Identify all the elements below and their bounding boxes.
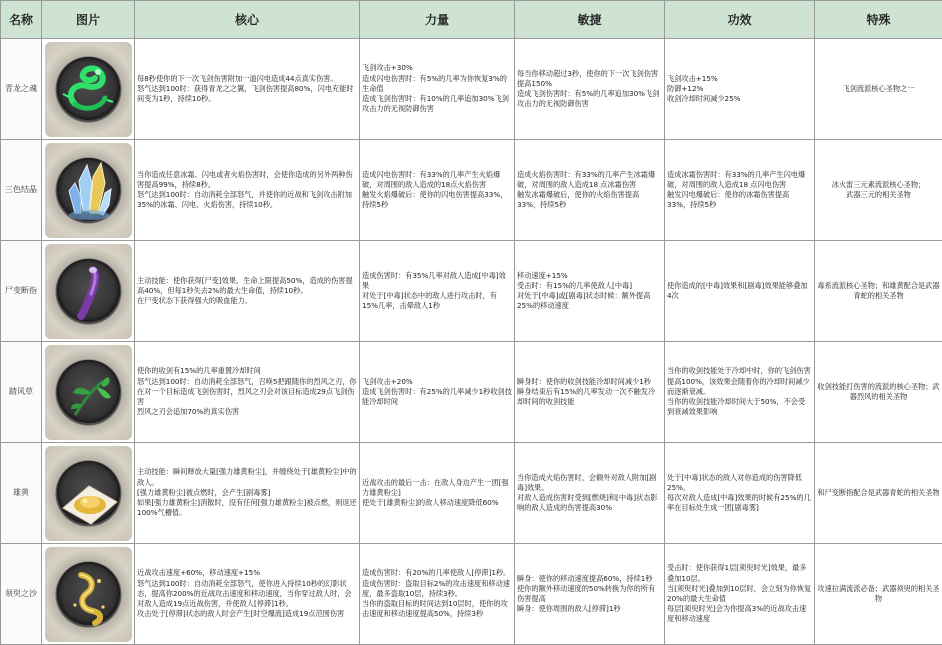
cell-line: 造成飞剑伤害时：有5%的几率追加30%飞剑攻击力的无视防御伤害 xyxy=(517,89,660,109)
strength-cell xyxy=(360,443,515,544)
cell-line: 造成伤害时：有20%的几率使敌人[停滞]1秒。 xyxy=(362,568,511,578)
cell-line: 主动技能：使你获得[尸变]效果，生命上限提高50%，造成的伤害提高40%，但每1秒失去2%的最大生命值，持续10秒。 xyxy=(137,275,353,295)
col-header-name: 名称 xyxy=(1,1,42,39)
cell-line: 造成闪电伤害时：有33%的几率产生火焰爆破，对周围的敌人造成的18点火焰伤害 xyxy=(362,169,501,189)
cell-line: 每8秒使你的下一次飞剑伤害附加一道闪电造成44点真实伤害。 xyxy=(137,73,338,83)
cell-line: 触发冰霜爆破后，使你的火焰伤害提高33%，持续5秒 xyxy=(517,190,640,210)
cell-line: 和尸变断指配合是武器青蛇的相关圣物 xyxy=(817,487,940,497)
core-cell xyxy=(135,39,360,140)
cell-line: 飞剑攻击+15% xyxy=(667,73,718,83)
green-dragon-icon xyxy=(45,42,132,137)
relic-name: 须臾之沙 xyxy=(1,544,42,645)
cell-line: 每层[须臾时光]会为你提高3%的近战攻击速度和移动速度 xyxy=(667,604,807,624)
cell-line: 怒气达到100时：自动消耗全部怒气，召唤5把跟随你的烈风之刃，你在对一个目标造成飞剑伤害时，烈风之刃会对该目标造成29点飞剑伤害 xyxy=(137,376,357,407)
cell-line: 瞬身：使你的移动速度提高60%，持续1秒 xyxy=(517,573,653,583)
cell-line: 造成伤害时：有35%几率对敌人造成[中毒]效果 xyxy=(362,270,506,290)
col-header-image: 图片 xyxy=(42,1,135,39)
core-cell xyxy=(135,443,360,544)
cell-line: 当你造成任意冰霜、闪电或者火焰伤害时，会使你造成的另外两种伤害提高99%，持续8秒。 xyxy=(137,169,353,189)
table-row xyxy=(1,342,942,443)
cell-line: 怒气达到100时：自动消耗全部怒气，使你进入持续10秒的幻影状态，提高你200%的近战攻击速度和移动速度，当你穿过敌人时，会对敌人造成19点近战伤害，并使敌人[停滞]1秒。 xyxy=(137,578,352,609)
col-header-special: 特殊 xyxy=(815,1,942,39)
strength-cell xyxy=(360,39,515,140)
agility-cell xyxy=(515,544,665,645)
cell-line: 瞬身结束后有15%的几率发动一次不触发冷却时间的收剑技能 xyxy=(517,386,656,407)
sand-of-moment-icon xyxy=(45,547,132,642)
agility-cell xyxy=(515,241,665,342)
cell-line: 近战攻击速度+60%，移动速度+15% xyxy=(137,568,261,578)
relic-image-cell xyxy=(42,342,135,443)
cell-line: 当你的盗取目标的时间达到10层时，使你的攻击速度和移动速度提高50%，持续3秒 xyxy=(362,599,508,619)
col-header-agility: 敏捷 xyxy=(515,1,665,39)
cell-line: 使你造成的[中毒]效果和[剧毒]效果能够叠加4次 xyxy=(667,280,808,300)
relic-name: 尸变断指 xyxy=(1,241,42,342)
core-cell xyxy=(135,241,360,342)
cell-line: 如果[强力雄黄粉尘]消散时，没有任何[强力雄黄粉尘]被点燃，则返还100%气槽值。 xyxy=(137,498,357,518)
header-row xyxy=(1,1,942,39)
col-header-effect: 功效 xyxy=(665,1,815,39)
cell-line: 造成伤害时：盗取目标2%的攻击速度和移动速度，最多盗取10层，持续3秒。 xyxy=(362,578,510,598)
table-row xyxy=(1,241,942,342)
table-row xyxy=(1,544,942,645)
cell-line: 每当你移动超过3秒，使你的下一次飞剑伤害提高150% xyxy=(517,68,659,88)
effect-cell xyxy=(665,544,815,645)
cell-line: 瞬身：使你周围的敌人[停滞]1秒 xyxy=(517,604,621,614)
cell-line: 当你的收剑技能冷却时间大于50%，不会受到衰减效果影响 xyxy=(667,397,806,417)
relic-image-cell xyxy=(42,544,135,645)
cell-line: 造成飞剑伤害时：有10%的几率追加30%飞剑攻击力的无视防御伤害 xyxy=(362,94,509,114)
cell-line: 武器三元的相关圣物 xyxy=(846,190,911,199)
special-cell xyxy=(815,544,942,645)
effect-cell xyxy=(665,342,815,443)
special-cell xyxy=(815,140,942,241)
cell-line: 对处于[中毒]或[剧毒]状态时候：额外提高25%的移动速度 xyxy=(517,291,651,311)
cell-line: 怒气达到100时：获得青龙之之翼，飞剑伤害提高80%，闪电充能时间变为1秒，持续10秒。 xyxy=(137,83,354,104)
cell-line: 当你造成火焰伤害时，会额外对敌人附加[剧毒]效果。 xyxy=(517,472,657,492)
cell-line: 当你的收剑技能处于冷却中时，你的飞剑伤害提高100%，该效果会随着你的冷却时间减少而逐渐衰减。 xyxy=(667,366,811,396)
relic-image-cell xyxy=(42,241,135,342)
cell-line: 烈风之刃会追加70%的真实伤害 xyxy=(137,407,240,417)
cell-line: 对处于[中毒]状态中的敌人进行攻击时，有15%几率，击晕敌人1秒 xyxy=(362,291,497,311)
cell-line: 触发闪电爆破后：使你的冰霜伤害提高33%，持续5秒 xyxy=(667,190,790,210)
severed-finger-icon xyxy=(45,244,132,339)
cell-line: 防御+12% xyxy=(667,83,704,93)
cell-line: 主动技能：瞬间释放大量[强力雄黄粉尘]，并缠绕处于[雄黄粉尘]中的敌人。 xyxy=(137,467,357,487)
core-cell xyxy=(135,342,360,443)
cell-line: 造成冰霜伤害时：有33%的几率产生闪电爆破，对周围的敌人造成18 点闪电伤害 xyxy=(667,169,806,189)
cell-line: 受击时：使你获得1层[须臾时光]效果，最多叠加10层。 xyxy=(667,563,807,583)
strength-cell xyxy=(360,342,515,443)
cell-line: 造成飞剑伤害时：有25%的几率减少1秒收剑技能冷却时间 xyxy=(362,386,512,407)
core-cell xyxy=(135,544,360,645)
cell-line: 对敌人造成伤害时受到[燃烧]和[中毒]状态影响的敌人造成的伤害提高30% xyxy=(517,493,658,513)
cell-line: 移动速度+15% xyxy=(517,270,568,280)
effect-cell xyxy=(665,443,815,544)
cell-line: 当[须臾时光]叠加到10层时，会立刻为你恢复20%的最大生命值 xyxy=(667,583,812,603)
strength-cell xyxy=(360,140,515,241)
effect-cell xyxy=(665,241,815,342)
cell-line: 受击时：有15%的几率使敌人[中毒] xyxy=(517,280,633,290)
core-cell xyxy=(135,140,360,241)
relic-image-cell xyxy=(42,140,135,241)
realgar-powder-icon xyxy=(45,446,132,541)
cell-line: 攻击处于[停滞]状态的敌人时会产生[时空爆流]造成19点范围伤害 xyxy=(137,609,345,619)
special-cell xyxy=(815,443,942,544)
cell-line: 怒气达到100时：自动消耗全部怒气，并使你的近战和飞剑攻击附加35%的冰霜、闪电、火焰伤害，持续10秒。 xyxy=(137,190,352,210)
strength-cell xyxy=(360,241,515,342)
cell-line: 瞬身时：使你的收剑技能冷却时间减少1秒 xyxy=(517,376,651,386)
cell-line: 使你的额外移动速度的50%转换为你的所有伤害提高 xyxy=(517,583,656,603)
relic-name: 青龙之魂 xyxy=(1,39,42,140)
effect-cell xyxy=(665,39,815,140)
cell-line: 飞剑流派核心圣物之一 xyxy=(842,83,915,93)
agility-cell xyxy=(515,443,665,544)
col-header-core: 核心 xyxy=(135,1,360,39)
tri-crystal-icon xyxy=(45,143,132,238)
cell-line: 飞剑攻击+30% xyxy=(362,63,413,73)
wind-herb-icon xyxy=(45,345,132,440)
relic-name: 雄黄 xyxy=(1,443,42,544)
cell-line: 每次对敌人造成[中毒]效果的时候有25%的几率在目标处生成一团[剧毒雾] xyxy=(667,493,811,513)
special-cell xyxy=(815,241,942,342)
cell-line: 在尸变状态下获得强大的吸血能力。 xyxy=(137,296,253,306)
cell-line: 飞剑攻击+20% xyxy=(362,376,413,386)
cell-line: 冰火雷三元素流派核心圣物； xyxy=(831,179,926,189)
cell-line: 造成闪电伤害时：有5%的几率为你恢复3%的生命值 xyxy=(362,73,507,93)
relic-name: 三色结晶 xyxy=(1,140,42,241)
table-row xyxy=(1,140,942,241)
cell-line: 攻速拉满流派必备；武器须臾的相关圣物 xyxy=(817,583,940,603)
cell-line: 触发火焰爆破后：使你的闪电伤害提高33%，持续5秒 xyxy=(362,190,508,210)
cell-line: 收剑冷却时间减少25% xyxy=(667,94,741,104)
strength-cell xyxy=(360,544,515,645)
cell-line: 造成火焰伤害时：有33%的几率产生冰霜爆破，对周围的敌人造成18 点冰霜伤害 xyxy=(517,169,656,189)
special-cell xyxy=(815,342,942,443)
table-row xyxy=(1,443,942,544)
cell-line: 使处于[雄黄粉尘]的敌人移动速度降低60% xyxy=(362,498,499,508)
cell-line: [强力雄黄粉尘]被点燃时，会产生[剧毒雾] xyxy=(137,487,271,497)
effect-cell xyxy=(665,140,815,241)
relic-image-cell xyxy=(42,39,135,140)
cell-line: 收剑技能打伤害的流派的核心圣物；武器烈风的相关圣物 xyxy=(817,381,940,401)
agility-cell xyxy=(515,342,665,443)
cell-line: 使你的收剑有15%的几率重置冷却时间 xyxy=(137,366,261,376)
agility-cell xyxy=(515,39,665,140)
cell-line: 毒系流派核心圣物；和雄黄配合是武器青蛇的相关圣物 xyxy=(817,280,940,300)
table-row xyxy=(1,39,942,140)
relic-name: 踏风草 xyxy=(1,342,42,443)
agility-cell xyxy=(515,140,665,241)
cell-line: 处于[中毒]状态的敌人对你造成的伤害降低25%。 xyxy=(667,472,802,492)
special-cell xyxy=(815,39,942,140)
relic-image-cell xyxy=(42,443,135,544)
col-header-strength: 力量 xyxy=(360,1,515,39)
cell-line: 近战攻击的最后一击：在敌人身边产生一团[强力雄黄粉尘] xyxy=(362,477,509,497)
